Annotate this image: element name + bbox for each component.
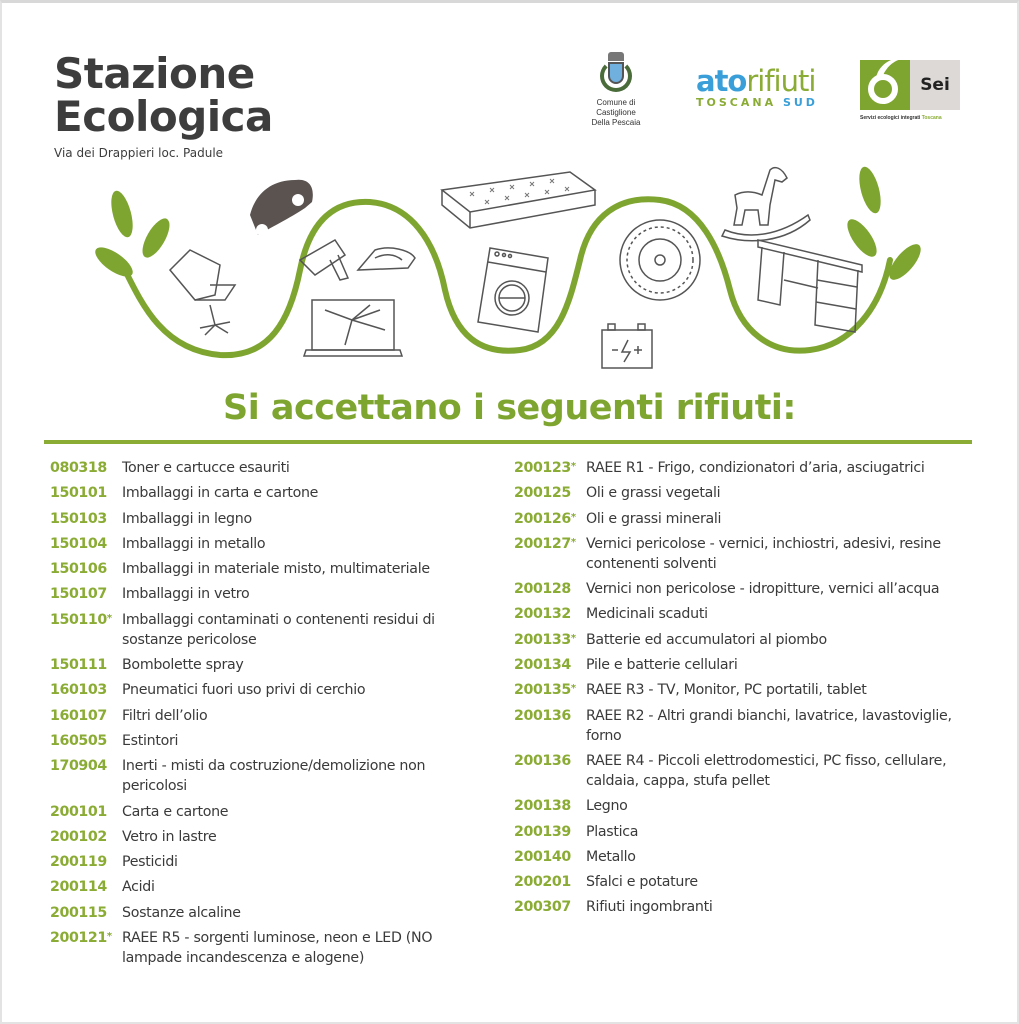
page-title-line1: Stazione — [54, 49, 255, 98]
waste-list-left — [50, 458, 490, 973]
waste-code: 170904 — [50, 758, 107, 775]
waste-description: Sostanze alcaline — [122, 904, 241, 921]
sei-tagline: Servizi ecologici integrati — [860, 115, 921, 121]
waste-description: Batterie ed accumulatori al piombo — [586, 631, 827, 648]
waste-description: Plastica — [586, 823, 639, 840]
waste-code: 200123* — [514, 460, 576, 476]
waste-description: Carta e cartone — [122, 803, 229, 820]
comune-logo — [578, 52, 654, 128]
section-heading: Si accettano i seguenti rifiuti: — [223, 388, 796, 428]
ato-sub-region: TOSCANA — [696, 96, 777, 109]
office-chair-icon — [170, 250, 235, 335]
waste-illustration — [90, 150, 930, 380]
waste-list-item — [50, 680, 490, 700]
sei-logo — [860, 60, 960, 121]
waste-code: 150101 — [50, 485, 107, 502]
waste-code: 160107 — [50, 707, 107, 724]
ato-word-light: rifiuti — [746, 64, 816, 98]
waste-code: 200138 — [514, 798, 571, 815]
waste-description: Vernici non pericolose - idropitture, vernici all’acqua — [586, 581, 940, 598]
waste-code: 160103 — [50, 682, 107, 699]
waste-list-item — [50, 877, 490, 897]
waste-list-item — [50, 903, 490, 923]
desk-icon — [758, 240, 862, 332]
page-title-line2: Ecologica — [54, 92, 273, 141]
waste-list-item — [50, 928, 490, 968]
waste-code: 200125 — [514, 485, 571, 502]
tire-icon — [620, 220, 700, 300]
waste-list-item — [50, 655, 490, 675]
waste-description: Medicinali scaduti — [586, 606, 708, 623]
waste-code: 080318 — [50, 460, 107, 476]
waste-description: Bombolette spray — [122, 657, 244, 674]
waste-code: 200307 — [514, 899, 571, 916]
waste-description: Vetro in lastre — [122, 828, 217, 845]
waste-description: RAEE R2 - Altri grandi bianchi, lavatrice, lavastoviglie, forno — [586, 707, 952, 744]
waste-code: 200114 — [50, 879, 107, 896]
heading-divider — [44, 440, 972, 444]
waste-code: 150103 — [50, 510, 107, 527]
waste-code: 200126* — [514, 510, 576, 527]
waste-code: 150107 — [50, 586, 107, 603]
car-icon — [250, 180, 313, 236]
waste-list-item — [514, 579, 964, 599]
six-numeral-icon — [860, 60, 910, 110]
waste-list-item — [514, 751, 964, 791]
hazardous-marker: * — [570, 632, 576, 644]
waste-list-item — [50, 534, 490, 554]
waste-description: Imballaggi contaminati o contenenti residui di sostanze pericolose — [122, 611, 435, 648]
waste-code: 200201 — [514, 874, 571, 891]
waste-list-item — [50, 706, 490, 726]
green-wave — [120, 199, 890, 355]
waste-list-item — [514, 706, 964, 746]
waste-description: Legno — [586, 798, 628, 815]
waste-description: RAEE R4 - Piccoli elettrodomestici, PC fisso, cellulare, caldaia, cappa, stufa pellet — [586, 752, 947, 789]
sei-tagline-accent: Toscana — [921, 115, 942, 121]
waste-description: Toner e cartucce esauriti — [122, 460, 290, 476]
comune-name-line2: Della Pescaia — [591, 118, 641, 127]
waste-list-item — [514, 822, 964, 842]
waste-description: RAEE R3 - TV, Monitor, PC portatili, tablet — [586, 682, 867, 699]
hazardous-marker: * — [570, 511, 576, 523]
waste-description: Sfalci e potature — [586, 874, 698, 891]
waste-description: Pile e batterie cellulari — [586, 657, 738, 674]
waste-list-item — [50, 458, 490, 478]
waste-description: Estintori — [122, 732, 179, 749]
waste-list-item — [514, 897, 964, 917]
waste-code: 160505 — [50, 732, 107, 749]
waste-code: 200115 — [50, 904, 107, 921]
waste-code: 200127* — [514, 535, 576, 552]
waste-description: Pesticidi — [122, 854, 178, 871]
waste-description: Vernici pericolose - vernici, inchiostri, adesivi, resine contenenti solventi — [586, 535, 941, 572]
waste-description: Filtri dell’olio — [122, 707, 208, 724]
washing-machine-icon — [478, 248, 548, 332]
waste-code: 200132 — [514, 606, 571, 623]
waste-description: Imballaggi in metallo — [122, 535, 266, 552]
waste-list-item — [514, 630, 964, 650]
waste-list-item — [514, 680, 964, 700]
waste-description: Oli e grassi minerali — [586, 510, 722, 527]
waste-list-item — [514, 655, 964, 675]
header — [54, 49, 273, 160]
ato-rifiuti-logo — [696, 66, 818, 109]
waste-list-item — [50, 827, 490, 847]
waste-list-item — [514, 796, 964, 816]
ato-sub-area: SUD — [782, 96, 818, 109]
waste-code: 150104 — [50, 535, 107, 552]
waste-code: 200140 — [514, 848, 571, 865]
waste-list-item — [50, 852, 490, 872]
waste-description: Inerti - misti da costruzione/demolizione non pericolosi — [122, 758, 426, 795]
waste-list-item — [50, 584, 490, 604]
waste-code: 200121* — [50, 930, 112, 947]
waste-description: Imballaggi in materiale misto, multimateriale — [122, 561, 430, 578]
waste-description: Imballaggi in vetro — [122, 586, 250, 603]
sei-name: Sei — [910, 60, 960, 110]
waste-list-item — [514, 534, 964, 574]
waste-code: 200119 — [50, 854, 107, 871]
waste-description: RAEE R1 - Frigo, condizionatori d’aria, asciugatrici — [586, 460, 925, 476]
waste-list-item — [514, 604, 964, 624]
waste-list-item — [50, 610, 490, 650]
waste-description: RAEE R5 - sorgenti luminose, neon e LED (NO lampade incandescenza e alogene) — [122, 930, 433, 967]
waste-list-item — [514, 872, 964, 892]
waste-description: Acidi — [122, 879, 155, 896]
waste-description: Oli e grassi vegetali — [586, 485, 721, 502]
broken-laptop-icon — [304, 300, 402, 356]
waste-description: Imballaggi in legno — [122, 510, 252, 527]
logo-bar — [578, 52, 970, 132]
waste-description: Pneumatici fuori uso privi di cerchio — [122, 682, 366, 699]
waste-code: 200136 — [514, 752, 571, 769]
rocking-horse-icon — [722, 168, 810, 241]
hazardous-marker: * — [570, 683, 576, 695]
waste-description: Metallo — [586, 848, 636, 865]
iron-icon — [358, 248, 415, 270]
waste-list-item — [50, 756, 490, 796]
waste-list-item — [50, 559, 490, 579]
waste-code: 200102 — [50, 828, 107, 845]
waste-code: 200136 — [514, 707, 571, 724]
comune-name-line1: Comune di Castiglione — [596, 98, 636, 117]
waste-list-item — [514, 458, 964, 478]
waste-list-item — [50, 483, 490, 503]
waste-description: Rifiuti ingombranti — [586, 899, 713, 916]
waste-list-item — [50, 731, 490, 751]
hazardous-marker: * — [570, 461, 576, 472]
waste-list-right — [514, 458, 964, 923]
waste-list-item — [50, 802, 490, 822]
leaves-icon-right — [842, 164, 926, 284]
waste-code: 200101 — [50, 803, 107, 820]
hazardous-marker: * — [106, 612, 112, 624]
waste-list-item — [50, 509, 490, 529]
waste-code: 150106 — [50, 561, 107, 578]
mattress-icon — [442, 172, 595, 228]
leaves-icon-left — [91, 188, 175, 282]
hazardous-marker: * — [106, 931, 112, 943]
waste-code: 200133* — [514, 631, 576, 648]
waste-description: Imballaggi in carta e cartone — [122, 485, 319, 502]
waste-code: 200128 — [514, 581, 571, 598]
waste-code: 200139 — [514, 823, 571, 840]
waste-list-item — [514, 847, 964, 867]
waste-list-item — [514, 483, 964, 503]
waste-code: 200134 — [514, 657, 571, 674]
waste-code: 150110* — [50, 611, 112, 628]
ato-word-bold: ato — [696, 64, 747, 98]
battery-icon — [602, 324, 652, 368]
address: Via dei Drappieri loc. Padule — [54, 146, 224, 160]
waste-list-item — [514, 509, 964, 529]
hazardous-marker: * — [570, 536, 576, 548]
waste-code: 200135* — [514, 682, 576, 699]
waste-code: 150111 — [50, 657, 107, 674]
municipal-crest-icon — [598, 52, 634, 94]
